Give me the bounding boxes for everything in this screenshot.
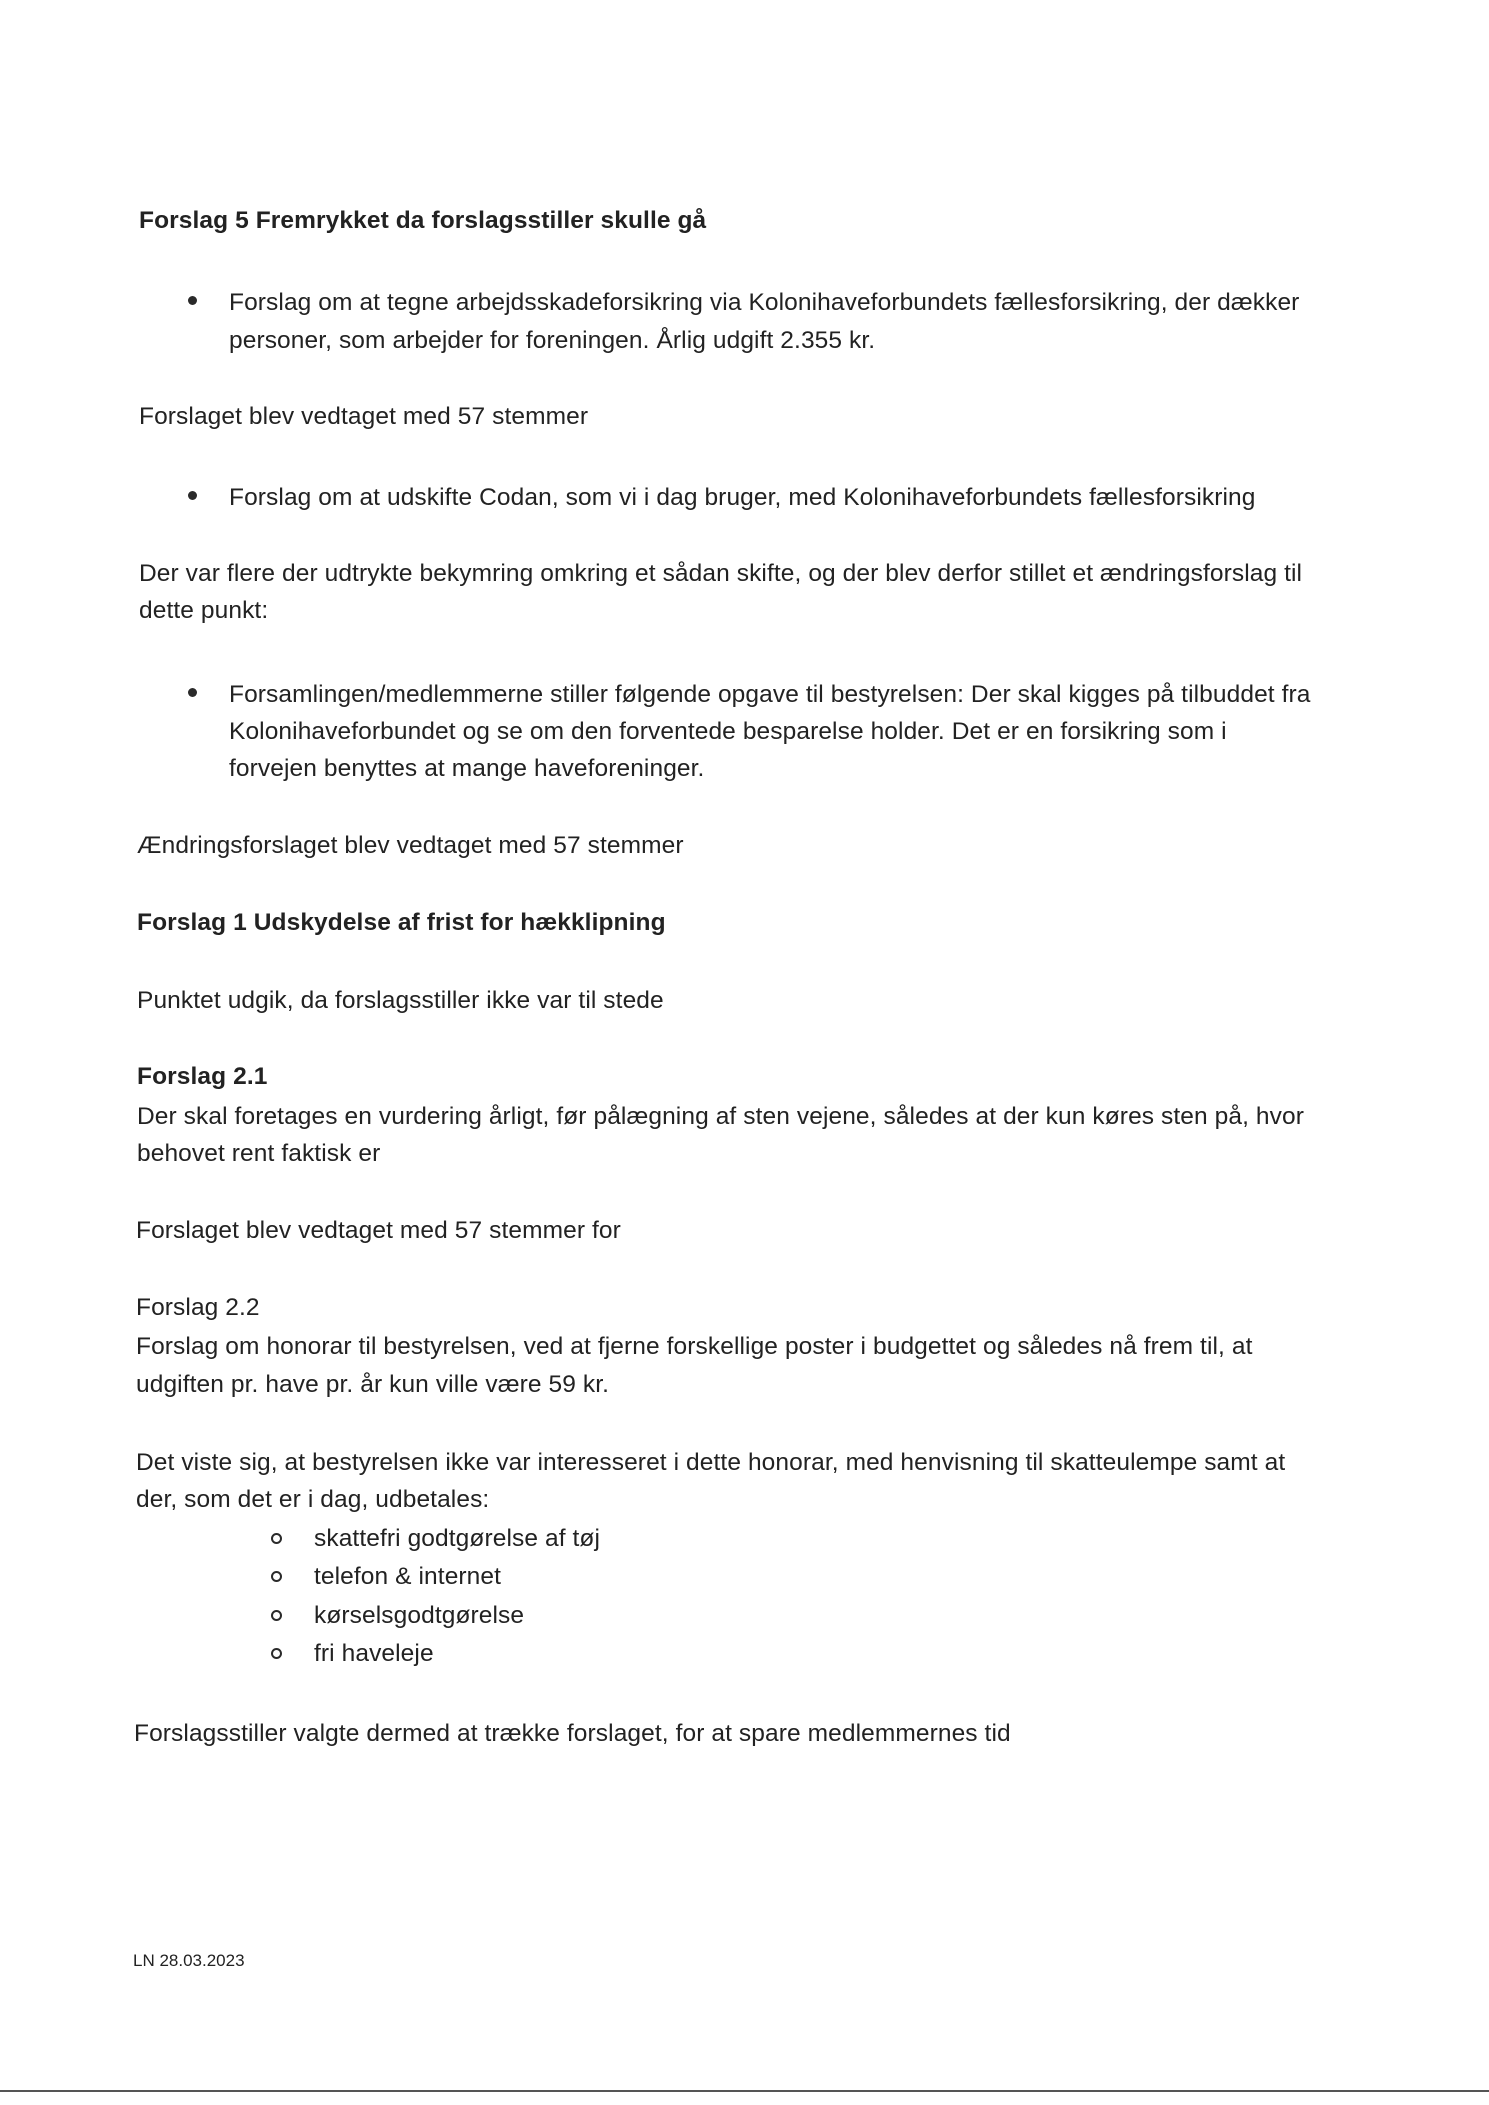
list-item: fri haveleje (314, 1640, 434, 1667)
circle-bullet-icon (271, 1610, 282, 1621)
proposal-5-concern-line-1: Der var flere der udtrykte bekymring omkring et sådan skifte, og der blev derfor stillet et ændringsforslag til (139, 560, 1303, 587)
proposal-2-1-line-1: Der skal foretages en vurdering årligt, før pålægning af sten vejene, således at der kun køres sten på, hvor (137, 1103, 1304, 1130)
proposal-5-heading: Forslag 5 Fremrykket da forslagsstiller skulle gå (139, 207, 707, 234)
proposal-5-result-2: Ændringsforslaget blev vedtaget med 57 stemmer (137, 832, 684, 859)
proposal-2-2-view-line-2: der, som det er i dag, udbetales: (136, 1486, 490, 1513)
circle-bullet-icon (271, 1533, 282, 1544)
list-item: kørselsgodtgørelse (314, 1602, 525, 1629)
proposal-5-bullet-1-line-1: Forslag om at tegne arbejdsskadeforsikring via Kolonihaveforbundets fællesforsikring, der dækker (229, 289, 1300, 316)
proposal-1-result: Punktet udgik, da forslagsstiller ikke var til stede (137, 987, 664, 1014)
proposal-5-bullet-3-line-2: Kolonihaveforbundet og se om den forventede besparelse holder. Det er en forsikring som i (229, 718, 1227, 745)
proposal-5-bullet-1-line-2: personer, som arbejder for foreningen. Årlig udgift 2.355 kr. (229, 327, 876, 354)
proposal-5-bullet-2: Forslag om at udskifte Codan, som vi i dag bruger, med Kolonihaveforbundets fællesforsikring (229, 484, 1256, 511)
proposal-2-1-result: Forslaget blev vedtaget med 57 stemmer for (136, 1217, 621, 1244)
proposal-2-1-line-2: behovet rent faktisk er (137, 1140, 381, 1167)
bullet-icon (188, 688, 197, 697)
footer-signature: LN 28.03.2023 (133, 1951, 245, 1970)
proposal-5-bullet-3-line-1: Forsamlingen/medlemmerne stiller følgende opgave til bestyrelsen: Der skal kigges på tilbuddet fra (229, 681, 1311, 708)
circle-bullet-icon (271, 1571, 282, 1582)
proposal-2-2-heading: Forslag 2.2 (136, 1294, 260, 1321)
proposal-2-2-line-1: Forslag om honorar til bestyrelsen, ved at fjerne forskellige poster i budgettet og således nå frem til, at (136, 1333, 1253, 1360)
proposal-2-2-view-line-1: Det viste sig, at bestyrelsen ikke var interesseret i dette honorar, med henvisning til skatteulempe samt at (136, 1449, 1286, 1476)
bullet-icon (188, 491, 197, 500)
proposal-5-result-1: Forslaget blev vedtaget med 57 stemmer (139, 403, 589, 430)
list-item: telefon & internet (314, 1563, 502, 1590)
proposal-2-1-heading: Forslag 2.1 (137, 1063, 268, 1090)
proposal-5-bullet-3-line-3: forvejen benyttes at mange haveforeninger. (229, 755, 705, 782)
proposal-5-concern-line-2: dette punkt: (139, 597, 269, 624)
proposal-1-heading: Forslag 1 Udskydelse af frist for hækklipning (137, 909, 666, 936)
proposal-2-2-line-2: udgiften pr. have pr. år kun ville være 59 kr. (136, 1371, 610, 1398)
bullet-icon (188, 296, 197, 305)
bottom-divider (0, 2090, 1489, 2092)
proposal-2-2-result: Forslagsstiller valgte dermed at trække forslaget, for at spare medlemmernes tid (134, 1720, 1011, 1747)
list-item: skattefri godtgørelse af tøj (314, 1525, 601, 1552)
circle-bullet-icon (271, 1648, 282, 1659)
